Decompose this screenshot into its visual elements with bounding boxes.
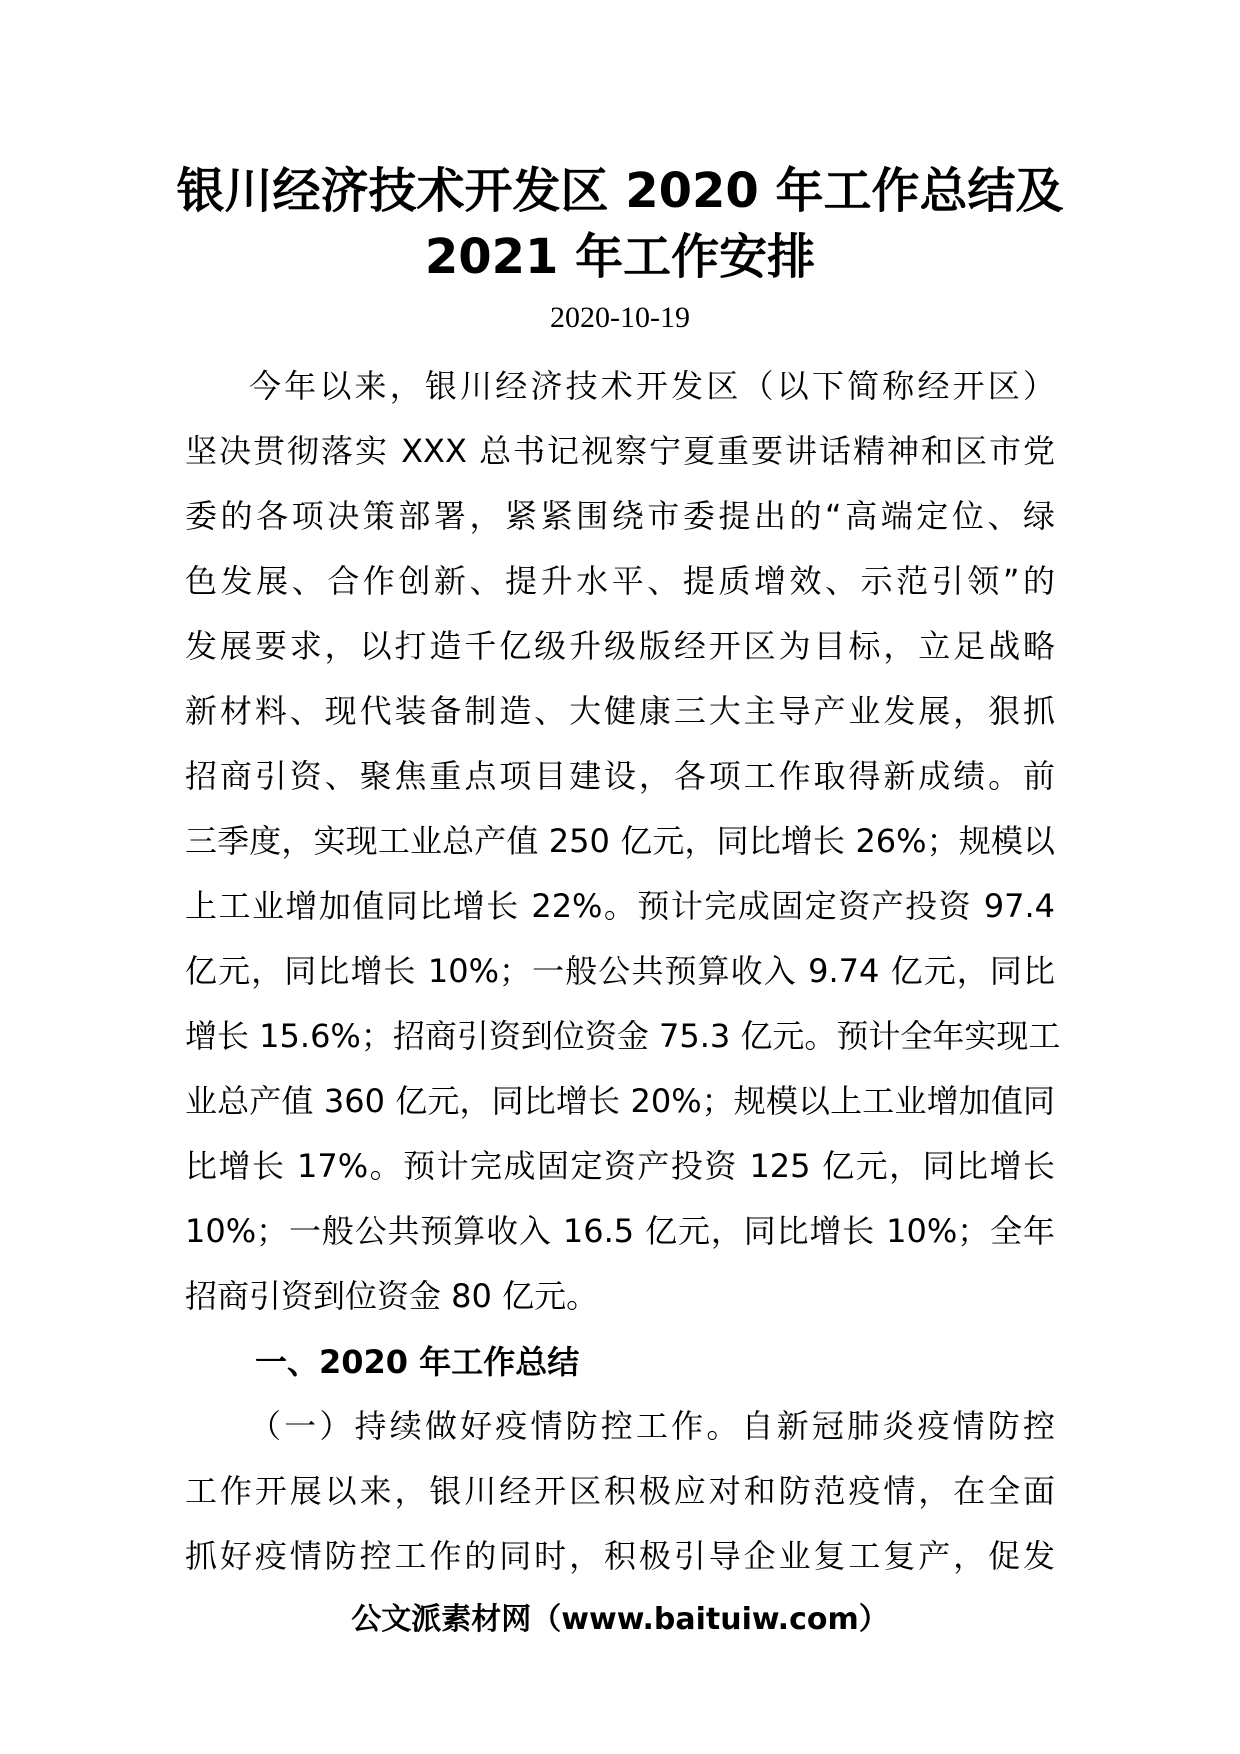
text-line: （一）持续做好疫情防控工作。自新冠肺炎疫情防控 — [249, 1407, 1055, 1445]
title-line-2: 2021 年工作安排 — [424, 229, 816, 285]
text-line: 发展要求，以打造千亿级升级版经开区为目标，立足战略 — [185, 627, 1055, 665]
intro-paragraph — [185, 354, 1061, 1329]
text-line: 三季度，实现工业总产值 250 亿元，同比增长 26%；规模以 — [185, 822, 1055, 860]
footer-source: 公文派素材网（www.baituiw.com） — [351, 1602, 889, 1637]
text-line: 坚决贯彻落实 XXX 总书记视察宁夏重要讲话精神和区市党 — [185, 432, 1055, 470]
text-line: 增长 15.6%；招商引资到位资金 75.3 亿元。预计全年实现工 — [185, 1017, 1061, 1055]
text-line: 招商引资到位资金 80 亿元。 — [185, 1277, 599, 1315]
subsection-paragraph — [185, 1394, 1055, 1589]
text-line: 色发展、合作创新、提升水平、提质增效、示范引领”的 — [185, 562, 1055, 600]
section-heading: 一、2020 年工作总结 — [255, 1343, 580, 1381]
title-line-1: 银川经济技术开发区 2020 年工作总结及 — [176, 163, 1064, 219]
text-line: 上工业增加值同比增长 22%。预计完成固定资产投资 97.4 — [185, 887, 1055, 925]
document-title — [120, 158, 1120, 290]
text-line: 比增长 17%。预计完成固定资产投资 125 亿元，同比增长 — [185, 1147, 1055, 1185]
text-line: 新材料、现代装备制造、大健康三大主导产业发展，狠抓 — [185, 692, 1055, 730]
text-line: 工作开展以来，银川经开区积极应对和防范疫情，在全面 — [185, 1472, 1055, 1510]
text-line: 抓好疫情防控工作的同时，积极引导企业复工复产，促发 — [185, 1537, 1055, 1575]
text-line: 委的各项决策部署，紧紧围绕市委提出的“高端定位、绿 — [185, 497, 1055, 535]
text-line: 今年以来，银川经济技术开发区（以下简称经开区） — [249, 367, 1055, 405]
text-line: 亿元，同比增长 10%；一般公共预算收入 9.74 亿元，同比 — [185, 952, 1055, 990]
text-line: 10%；一般公共预算收入 16.5 亿元，同比增长 10%；全年 — [185, 1212, 1055, 1250]
document-date: 2020-10-19 — [550, 301, 690, 334]
text-line: 业总产值 360 亿元，同比增长 20%；规模以上工业增加值同 — [185, 1082, 1055, 1120]
text-line: 招商引资、聚焦重点项目建设，各项工作取得新成绩。前 — [185, 757, 1055, 795]
